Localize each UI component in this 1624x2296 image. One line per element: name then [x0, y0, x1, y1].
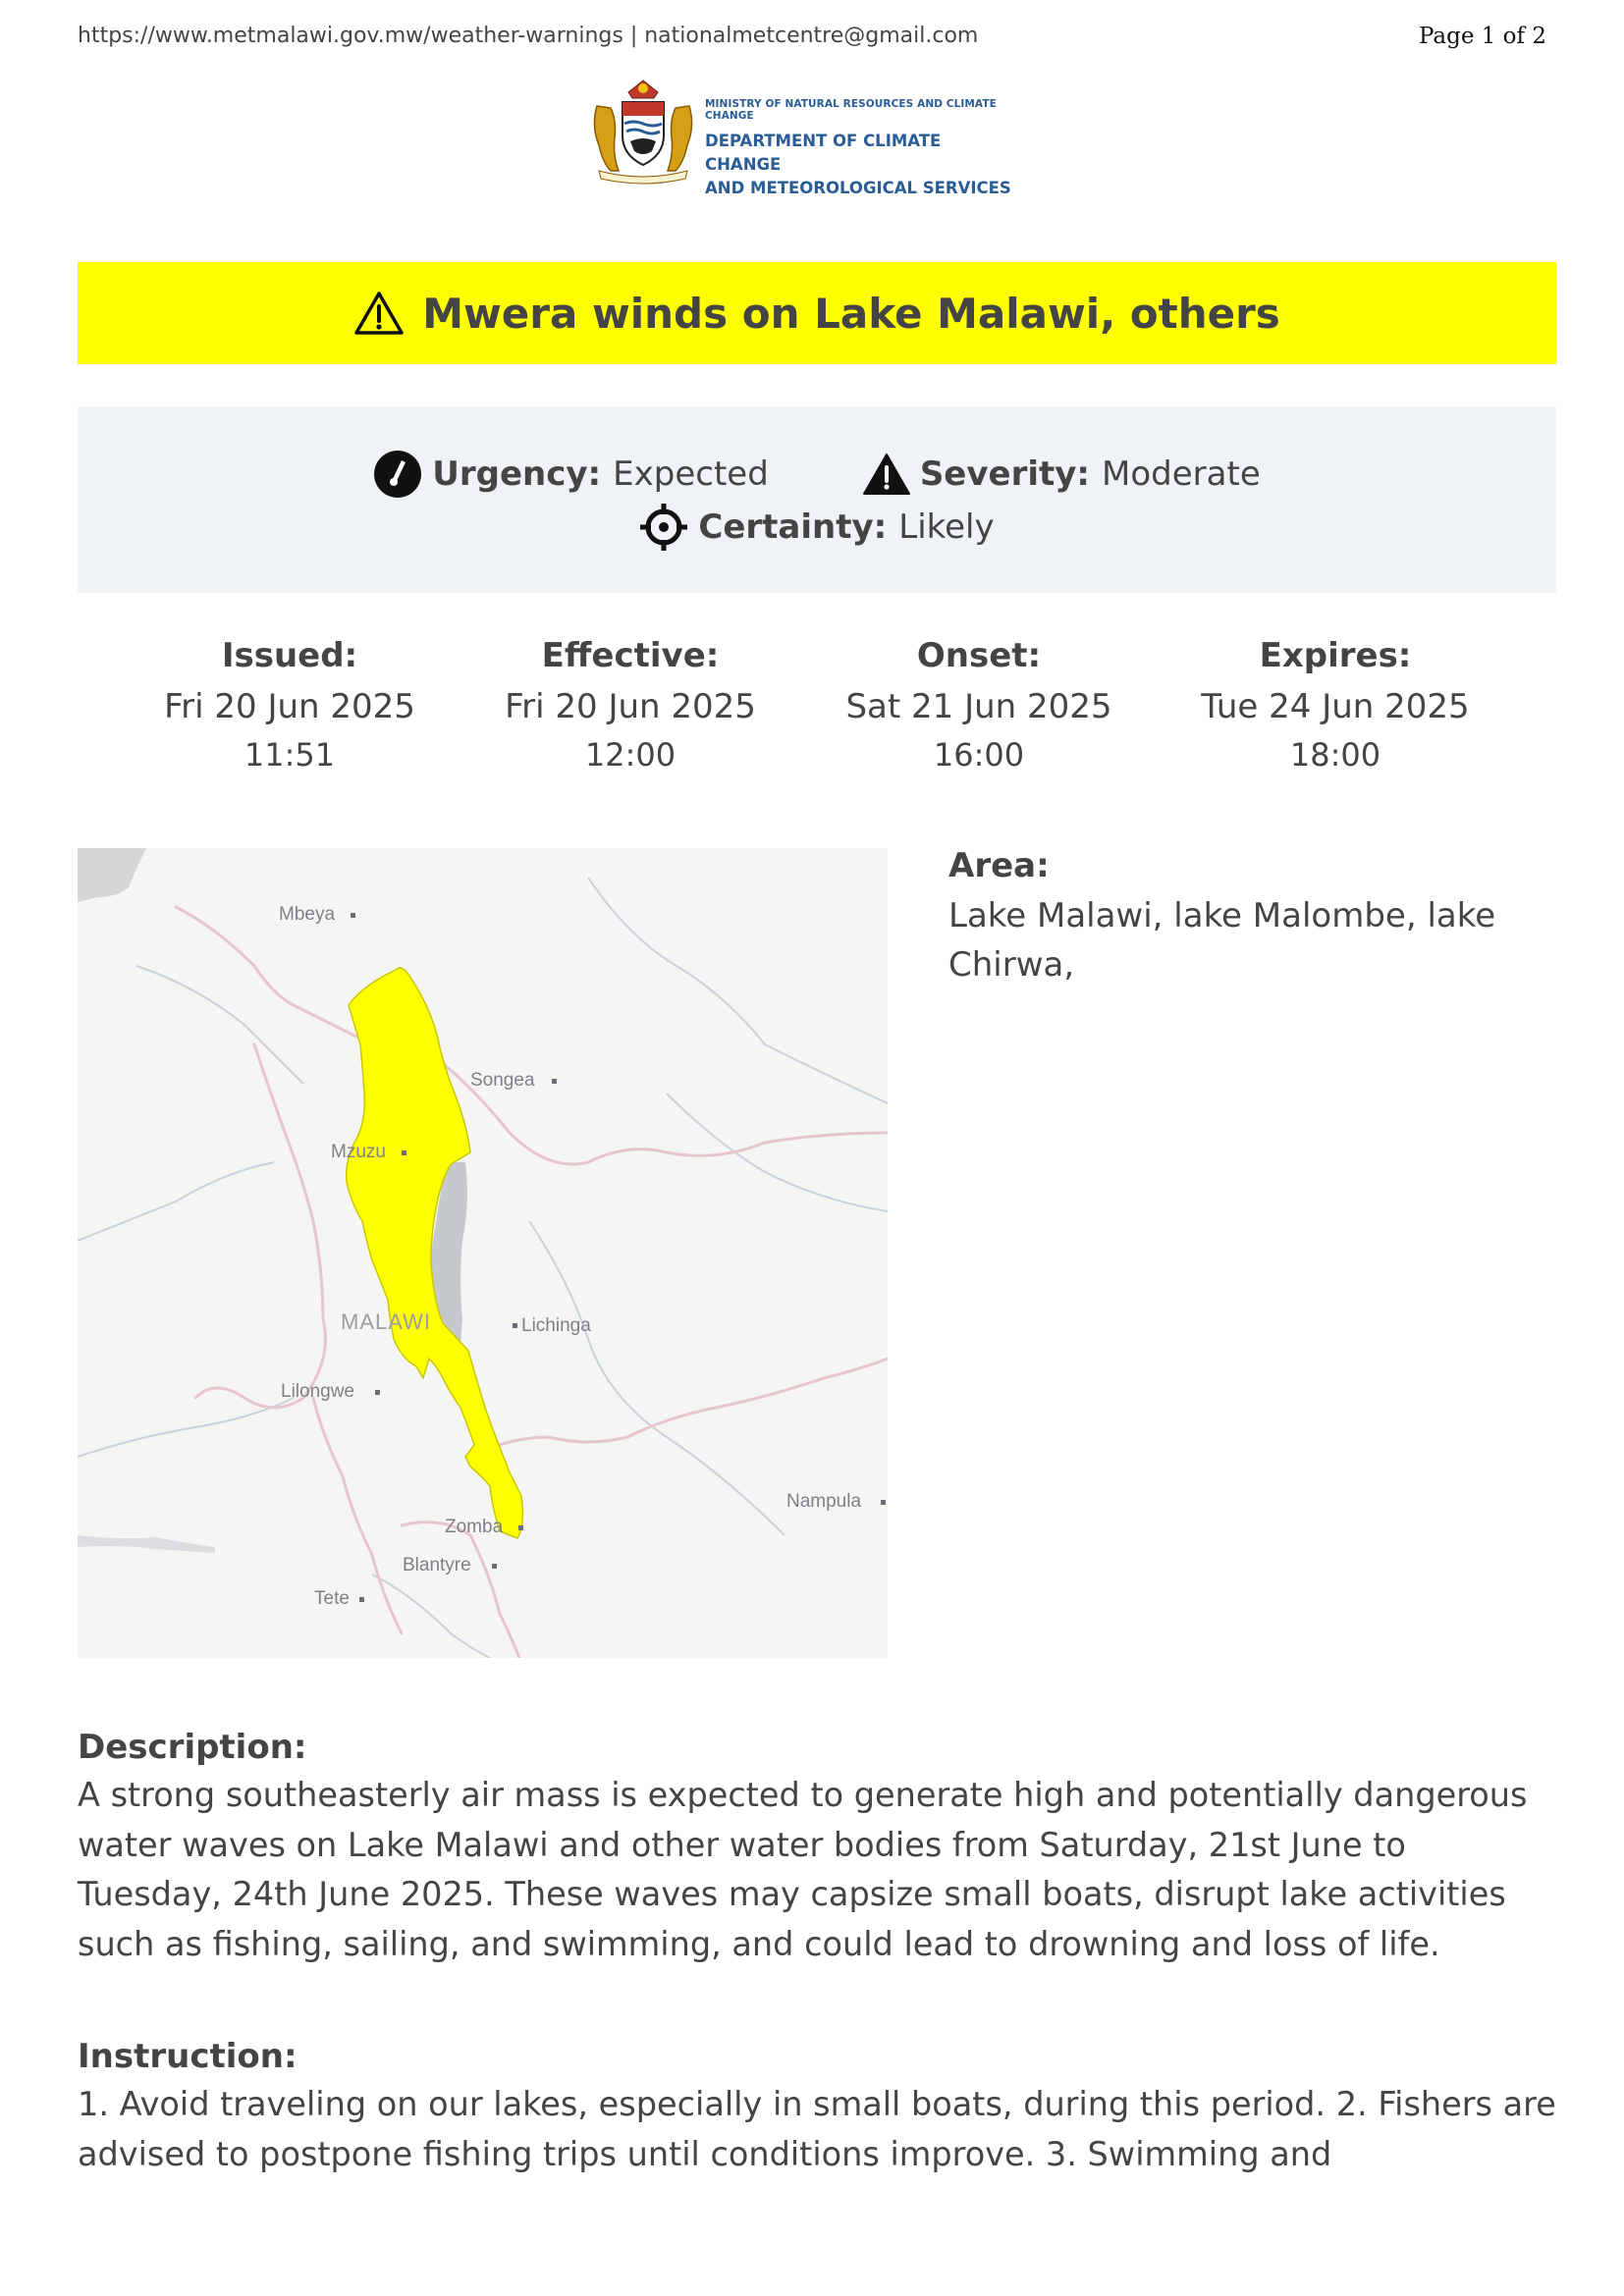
instruction-section — [78, 2037, 1556, 2179]
instruction-label: Instruction: — [78, 2037, 298, 2076]
area-text: Lake Malawi, lake Malombe, lake Chirwa, — [948, 896, 1496, 985]
expires-column — [1168, 636, 1502, 774]
map-label-malawi: MALAWI — [341, 1309, 431, 1334]
map-label-zomba: Zomba — [445, 1517, 504, 1537]
issued-column — [123, 636, 457, 774]
area-label: Area: — [948, 846, 1050, 885]
map-label-mbeya: Mbeya — [279, 904, 336, 925]
expires-time: 18:00 — [1289, 736, 1381, 774]
logo-department-line1: DEPARTMENT OF CLIMATE CHANGE — [705, 132, 942, 174]
effective-time: 12:00 — [584, 736, 677, 774]
logo-ministry-text: MINISTRY OF NATURAL RESOURCES AND CLIMATE CHANGE — [705, 98, 997, 122]
warning-icon — [863, 453, 910, 496]
effective-date: Fri 20 Jun 2025 — [505, 687, 756, 726]
instruction-text: 1. Avoid traveling on our lakes, especially in small boats, during this period. 2. Fishers are advised to postpone fishing trips until conditions improve. 3. Swimming and — [78, 2085, 1556, 2173]
logo-department-line2: AND METEOROLOGICAL SERVICES — [705, 179, 1011, 197]
crosshair-icon — [639, 503, 688, 552]
map-label-mzuzu: Mzuzu — [331, 1142, 386, 1162]
onset-date: Sat 21 Jun 2025 — [845, 687, 1112, 726]
issued-date: Fri 20 Jun 2025 — [164, 687, 415, 726]
certainty-label: Certainty: — [698, 507, 888, 547]
severity-value: Moderate — [1102, 454, 1261, 494]
map-label-lichinga: Lichinga — [521, 1315, 591, 1336]
map-label-nampula: Nampula — [786, 1491, 862, 1512]
severity-label: Severity: — [919, 454, 1091, 494]
description-text: A strong southeasterly air mass is expected to generate high and potentially dangerous water waves on Lake Malawi and other water bodies from Saturday, 21st June to Tuesday, 24th June 2025. These waves may capsize small boats, disrupt lake activities such as fishing, sailing, and swimming, and could lead to drowning and loss of life. — [78, 1776, 1528, 1963]
gauge-icon — [373, 450, 422, 499]
onset-label: Onset: — [916, 636, 1042, 675]
issued-time: 11:51 — [244, 736, 336, 774]
map-label-lilongwe: Lilongwe — [281, 1381, 354, 1402]
coat-of-arms-icon — [589, 77, 697, 185]
warning-attributes — [78, 406, 1556, 593]
warning-title: Mwera winds on Lake Malawi, others — [422, 289, 1280, 338]
urgency-label: Urgency: — [432, 454, 602, 494]
expires-label: Expires: — [1259, 636, 1412, 675]
area-section — [948, 846, 1557, 989]
map-label-tete: Tete — [314, 1588, 350, 1609]
department-logo — [589, 77, 1021, 197]
urgency-value: Expected — [613, 454, 769, 494]
onset-column — [812, 636, 1146, 774]
urgency-item — [373, 450, 769, 499]
issued-label: Issued: — [221, 636, 358, 675]
effective-column — [463, 636, 797, 774]
description-label: Description: — [78, 1728, 307, 1767]
severity-item — [863, 453, 1261, 496]
warning-title-banner — [78, 262, 1556, 364]
warning-area-map — [78, 848, 888, 1658]
certainty-value: Likely — [898, 507, 995, 547]
page-number: Page 1 of 2 — [1418, 24, 1546, 49]
description-section — [78, 1728, 1556, 1969]
warning-triangle-icon — [353, 291, 405, 336]
certainty-item — [639, 503, 994, 552]
map-image — [78, 848, 888, 1658]
map-label-blantyre: Blantyre — [403, 1555, 471, 1575]
onset-time: 16:00 — [933, 736, 1025, 774]
source-url-email: https://www.metmalawi.gov.mw/weather-warnings | nationalmetcentre@gmail.com — [78, 24, 979, 48]
expires-date: Tue 24 Jun 2025 — [1201, 687, 1470, 726]
map-label-songea: Songea — [470, 1070, 535, 1091]
effective-label: Effective: — [541, 636, 720, 675]
